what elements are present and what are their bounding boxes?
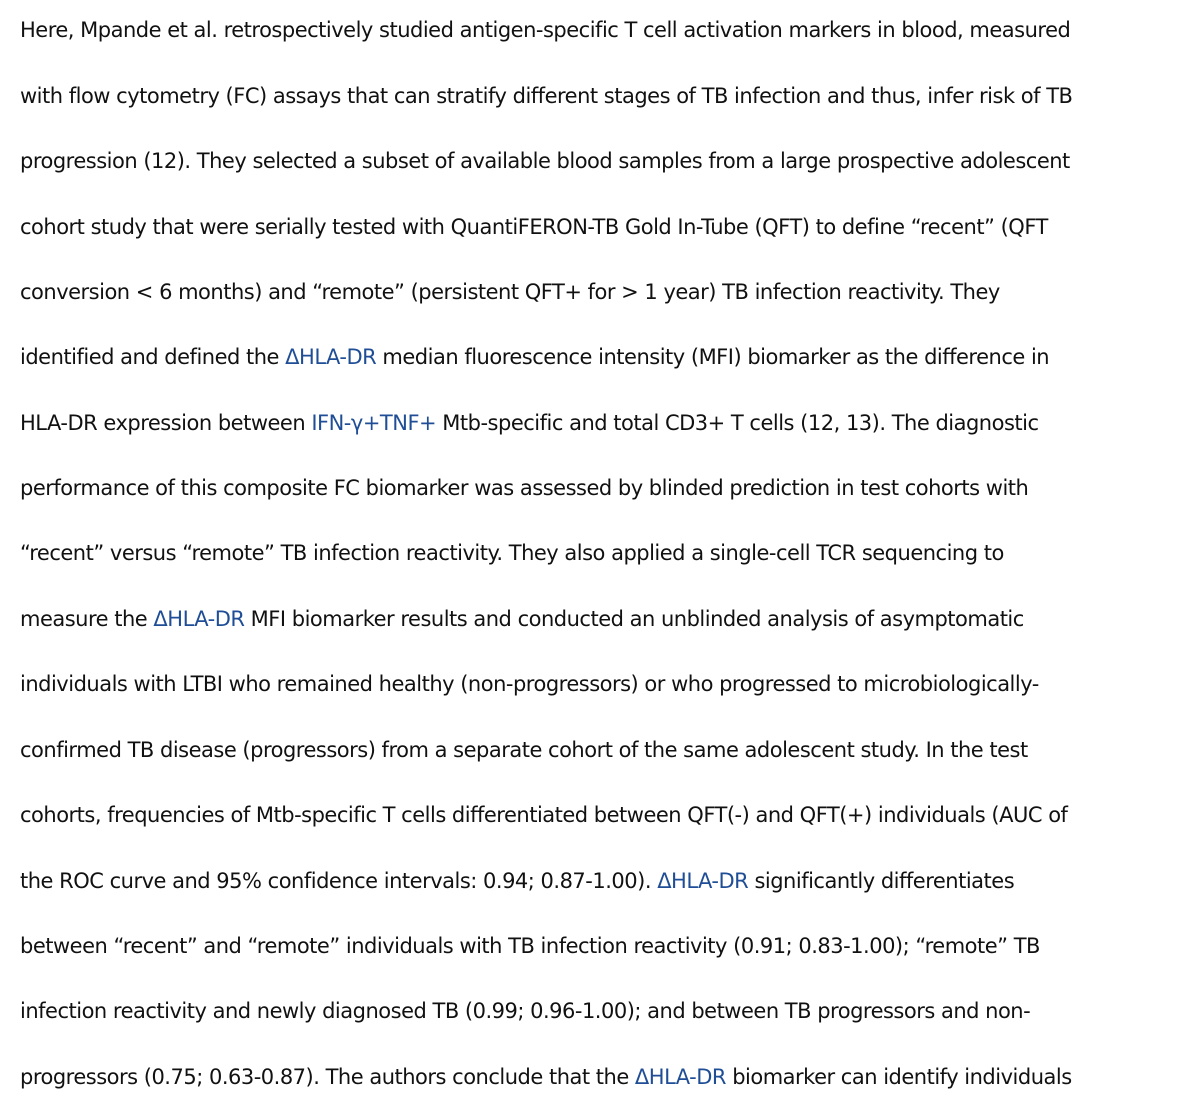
text-line bbox=[20, 408, 1039, 438]
text-line bbox=[20, 212, 1048, 242]
text-segment: Mtb-specific and total CD3+ T cells (12, 13). The diagnostic bbox=[436, 411, 1039, 435]
text-segment: identified and defined the bbox=[20, 345, 286, 369]
text-segment: progression (12). They selected a subset of available blood samples from a large prospective adolescent bbox=[20, 149, 1070, 173]
highlighted-term: ΔHLA-DR bbox=[657, 869, 749, 893]
highlighted-term: ΔHLA-DR bbox=[153, 607, 245, 631]
text-segment: significantly differentiates bbox=[748, 869, 1015, 893]
text-line bbox=[20, 277, 1000, 307]
text-segment: individuals with LTBI who remained healthy (non-progressors) or who progressed to microbiologically- bbox=[20, 672, 1039, 696]
text-line bbox=[20, 1062, 1072, 1092]
text-segment: biomarker can identify individuals bbox=[726, 1065, 1072, 1089]
text-line bbox=[20, 81, 1072, 111]
text-segment: with flow cytometry (FC) assays that can stratify different stages of TB infection and thus, infer risk of TB bbox=[20, 84, 1073, 108]
text-segment: progressors (0.75; 0.63-0.87). The authors conclude that the bbox=[20, 1065, 635, 1089]
text-line bbox=[20, 473, 1028, 503]
text-segment: measure the bbox=[20, 607, 154, 631]
text-line bbox=[20, 669, 1039, 699]
text-line bbox=[20, 15, 1070, 45]
highlighted-term: IFN-γ+TNF+ bbox=[311, 411, 437, 435]
text-segment: between “recent” and “remote” individuals with TB infection reactivity (0.91; 0.83-1.00); “remote” TB bbox=[20, 934, 1040, 958]
text-segment: Here, Mpande et al. retrospectively studied antigen-specific T cell activation markers in blood, measured bbox=[20, 18, 1071, 42]
text-segment: “recent” versus “remote” TB infection reactivity. They also applied a single-cell TCR sequencing to bbox=[20, 541, 1004, 565]
text-segment: MFI biomarker results and conducted an unblinded analysis of asymptomatic bbox=[244, 607, 1024, 631]
text-line bbox=[20, 996, 1030, 1026]
text-segment: HLA-DR expression between bbox=[20, 411, 312, 435]
text-line bbox=[20, 342, 1049, 372]
text-line bbox=[20, 146, 1070, 176]
text-segment: performance of this composite FC biomarker was assessed by blinded prediction in test cohorts with bbox=[20, 476, 1029, 500]
text-segment: the ROC curve and 95% confidence intervals: 0.94; 0.87-1.00). bbox=[20, 869, 658, 893]
text-segment: conversion < 6 months) and “remote” (persistent QFT+ for > 1 year) TB infection reactivity. They bbox=[20, 280, 1000, 304]
text-line bbox=[20, 735, 1028, 765]
text-line bbox=[20, 538, 1004, 568]
text-line bbox=[20, 866, 1014, 896]
text-segment: infection reactivity and newly diagnosed TB (0.99; 0.96-1.00); and between TB progressors and non- bbox=[20, 999, 1031, 1023]
text-segment: cohorts, frequencies of Mtb-specific T cells differentiated between QFT(-) and QFT(+) individuals (AUC of bbox=[20, 803, 1068, 827]
text-segment: confirmed TB disease (progressors) from a separate cohort of the same adolescent study. In the test bbox=[20, 738, 1028, 762]
text-segment: cohort study that were serially tested with QuantiFERON-TB Gold In-Tube (QFT) to define “recent” (QFT bbox=[20, 215, 1048, 239]
text-line bbox=[20, 800, 1067, 830]
highlighted-term: ΔHLA-DR bbox=[634, 1065, 727, 1089]
text-segment: median fluorescence intensity (MFI) biomarker as the difference in bbox=[376, 345, 1050, 369]
highlighted-term: ΔHLA-DR bbox=[285, 345, 377, 369]
text-line bbox=[20, 931, 1040, 961]
text-line bbox=[20, 604, 1024, 634]
